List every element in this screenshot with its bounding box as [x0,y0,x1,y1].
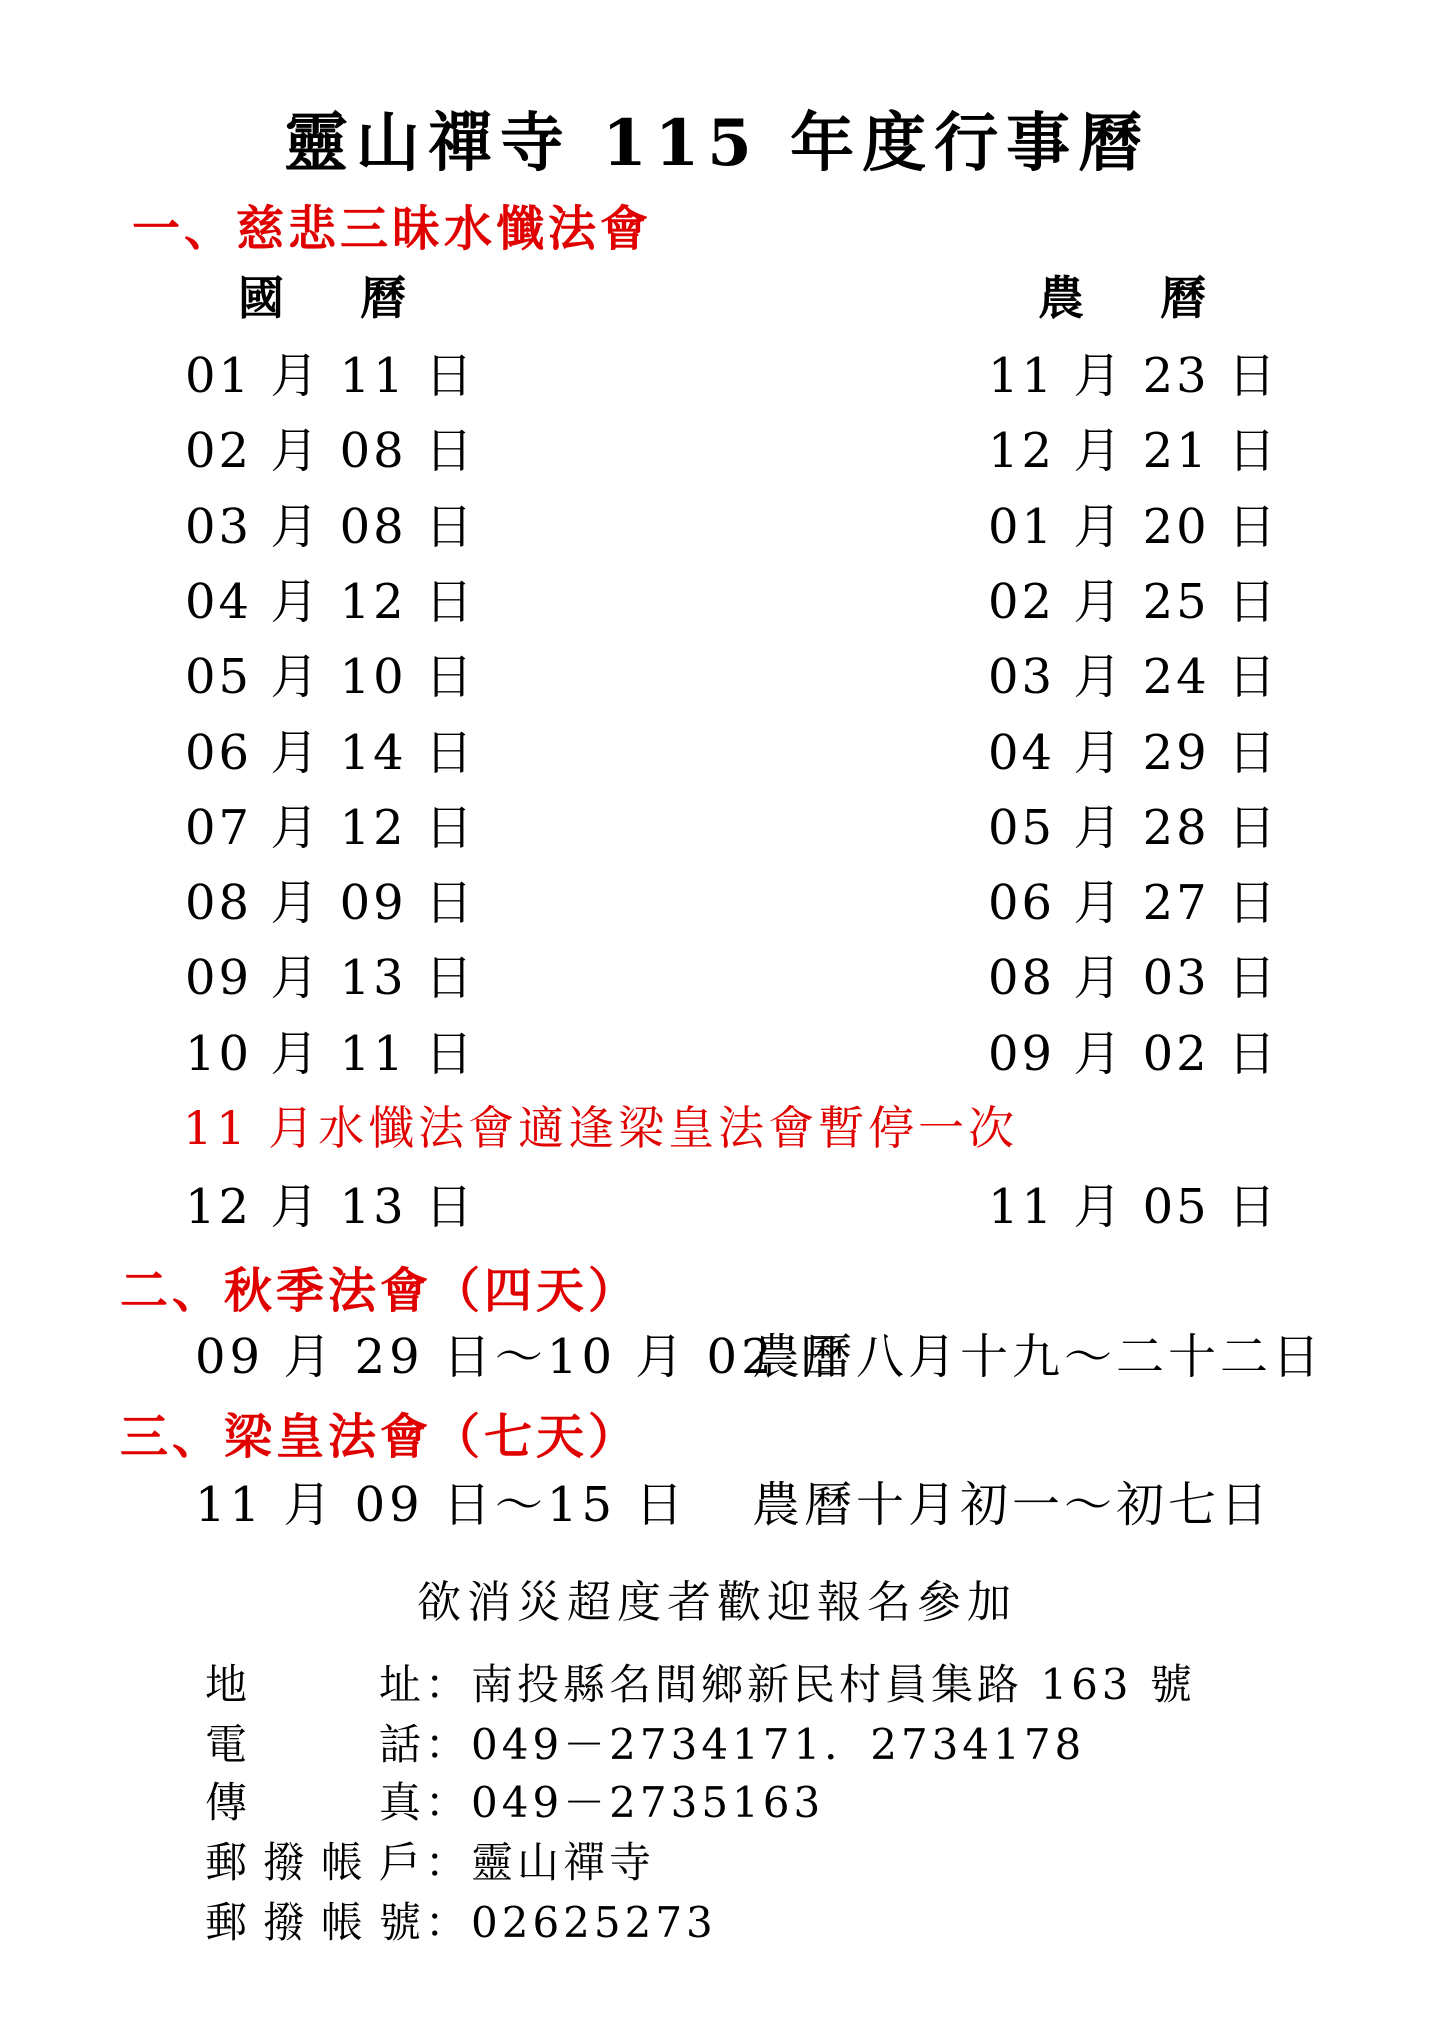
column-header-lunar: 農 曆 [1038,271,1237,325]
solar-date: 05 月 10 日 [185,649,476,705]
table-row [0,488,1434,555]
table-row [0,412,1434,479]
solar-date: 07 月 12 日 [185,800,476,856]
phone-label: 電話 [205,1720,425,1769]
table-row [0,864,1434,931]
lunar-date: 12 月 21 日 [988,423,1279,479]
section-heading-repentance: 一、慈悲三昧水懺法會 [132,201,653,257]
page-title: 靈山禪寺 115 年度行事曆 [283,106,1151,181]
section-heading-liangwang: 三、梁皇法會（七天） [120,1409,641,1465]
autumn-dates: 09 月 29 日～10 月 02 日 [195,1329,847,1385]
table-row [0,939,1434,1006]
phone-value: ：049－2734171．2734178 [425,1720,1086,1769]
lunar-date: 01 月 20 日 [988,499,1279,555]
column-header-solar: 國 曆 [238,271,437,325]
table-row [0,337,1434,404]
section-heading-autumn: 二、秋季法會（四天） [120,1263,641,1319]
table-row [0,789,1434,856]
postal-number-value: ：02625273 [425,1898,717,1947]
table-row [0,714,1434,781]
autumn-lunar-dates: 農曆八月十九～二十二日 [752,1329,1325,1385]
postal-number-label: 郵撥帳號 [205,1898,425,1947]
liangwang-dates: 11 月 09 日～15 日 [195,1477,688,1533]
solar-date: 10 月 11 日 [185,1026,476,1082]
solar-date: 04 月 12 日 [185,574,476,630]
table-row [0,563,1434,630]
postal-account-line [205,1830,655,1890]
address-line [205,1652,1196,1712]
fax-label: 傳真 [205,1778,425,1827]
solar-date: 01 月 11 日 [185,348,476,404]
invitation-text: 欲消災超度者歡迎報名參加 [417,1577,1017,1628]
table-row [0,1168,1434,1235]
lunar-date: 11 月 05 日 [988,1179,1279,1235]
lunar-date: 04 月 29 日 [988,725,1279,781]
lunar-date: 08 月 03 日 [988,950,1279,1006]
fax-value: ：049－2735163 [425,1778,825,1827]
liangwang-lunar-dates: 農曆十月初一～初七日 [752,1477,1273,1533]
postal-number-line [205,1890,717,1950]
phone-line [205,1712,1085,1772]
table-row [0,1015,1434,1082]
solar-date: 08 月 09 日 [185,875,476,931]
table-row [0,638,1434,705]
lunar-date: 09 月 02 日 [988,1026,1279,1082]
lunar-date: 03 月 24 日 [988,649,1279,705]
solar-date: 09 月 13 日 [185,950,476,1006]
solar-date: 06 月 14 日 [185,725,476,781]
solar-date: 02 月 08 日 [185,423,476,479]
lunar-date: 06 月 27 日 [988,875,1279,931]
solar-date: 03 月 08 日 [185,499,476,555]
lunar-date: 11 月 23 日 [988,348,1279,404]
fax-line [205,1770,824,1830]
suspension-note: 11 月水懺法會適逢梁皇法會暫停一次 [183,1101,1019,1155]
address-value: ：南投縣名間鄉新民村員集路 163 號 [425,1660,1196,1709]
lunar-date: 02 月 25 日 [988,574,1279,630]
postal-account-label: 郵撥帳戶 [205,1838,425,1887]
lunar-date: 05 月 28 日 [988,800,1279,856]
postal-account-value: ：靈山禪寺 [425,1838,656,1887]
address-label: 地址 [205,1660,425,1709]
solar-date: 12 月 13 日 [185,1179,476,1235]
